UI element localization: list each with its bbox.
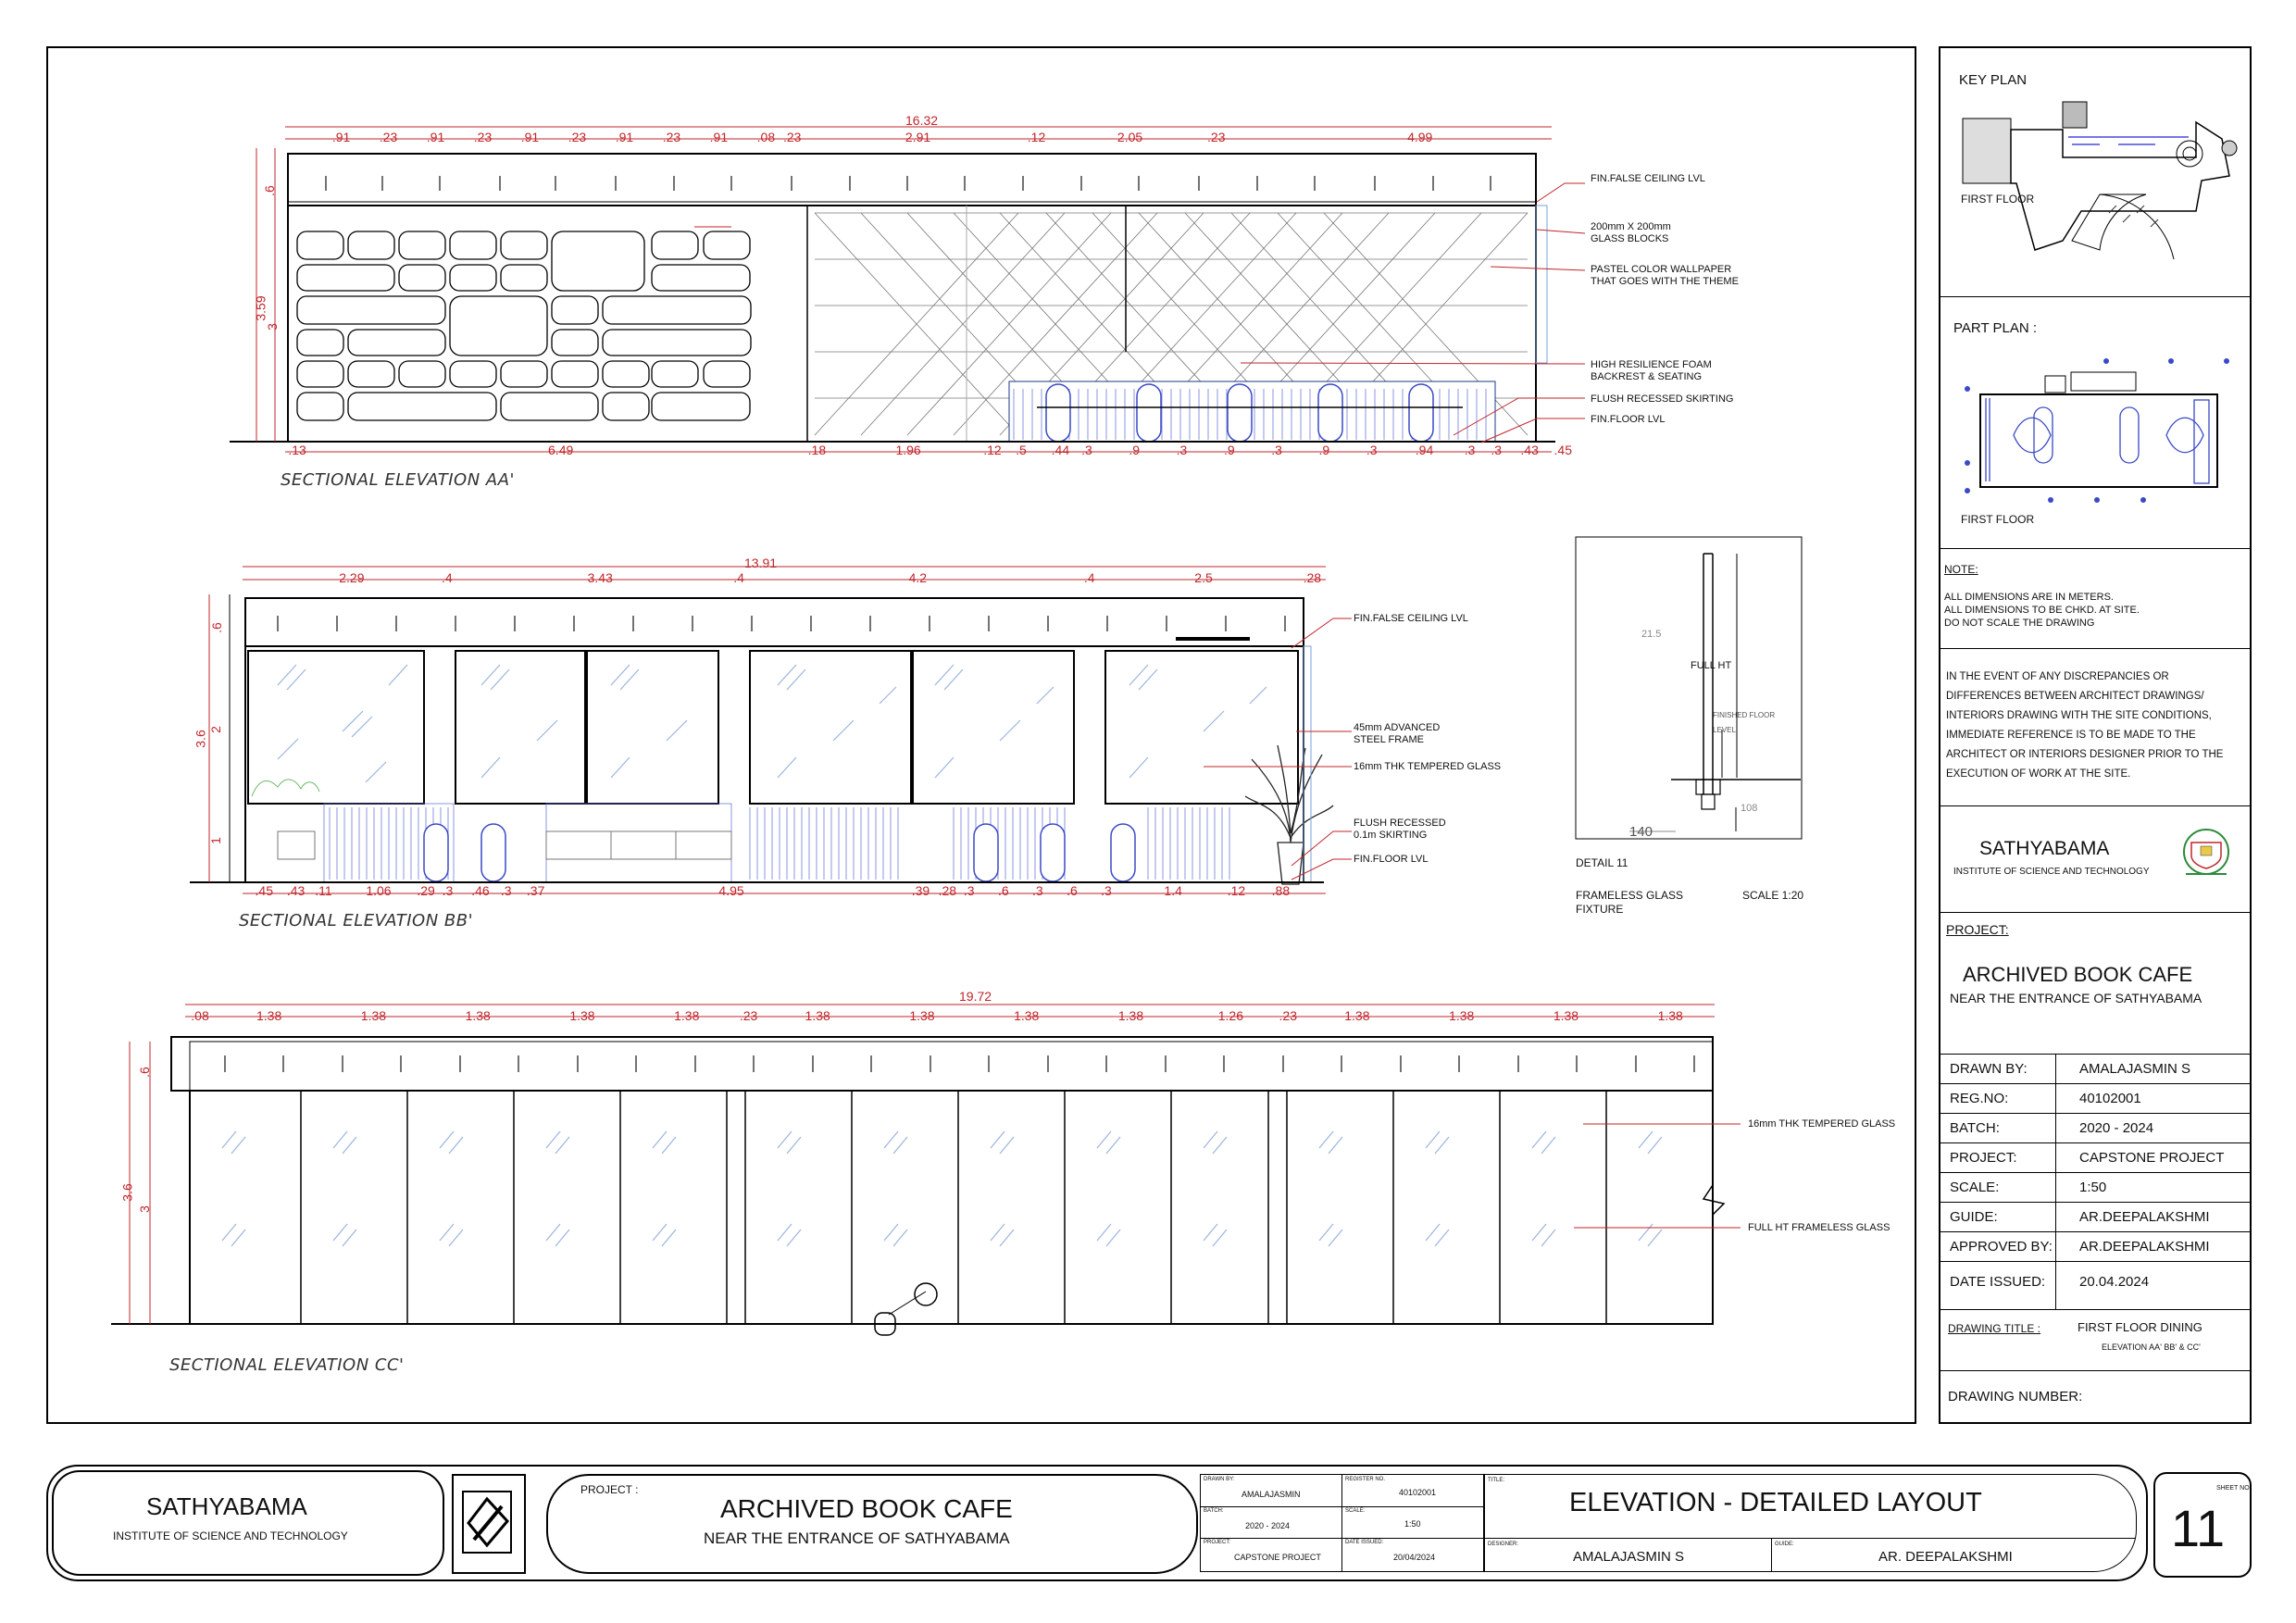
cc-top-dim-1: 1.38 xyxy=(256,1008,282,1023)
footer-title: ELEVATION - DETAILED LAYOUT xyxy=(1569,1488,1982,1517)
cc-top-dim-5: 1.38 xyxy=(674,1008,700,1023)
bb-bottom-dim-13: .6 xyxy=(997,883,1009,898)
cc-top-dim-15: 1.38 xyxy=(1553,1008,1579,1023)
aa-overall-dim: 16.32 xyxy=(905,113,939,128)
bb-top-dim-4: 4.2 xyxy=(908,570,928,585)
aa-bottom-dim-10: .9 xyxy=(1223,443,1235,457)
aa-bottom-dim-5: .5 xyxy=(1016,443,1027,457)
bb-top-dim-2: 3.43 xyxy=(587,570,613,585)
row-value-drawn-by: AMALAJASMIN S xyxy=(2079,1061,2191,1077)
aa-top-dim-4: .91 xyxy=(520,130,540,144)
bb-top-dim-6: 2.5 xyxy=(1194,570,1213,585)
key-plan-heading: KEY PLAN xyxy=(1959,72,2028,88)
footer-institute: SATHYABAMA xyxy=(146,1492,307,1520)
sidebar-project-name: ARCHIVED BOOK CAFE xyxy=(1963,963,2193,986)
bb-bottom-dim-4: .29 xyxy=(417,883,435,898)
aa-bottom-dim-2: .18 xyxy=(807,443,827,457)
aa-bottom-dim-11: .3 xyxy=(1271,443,1282,457)
bb-top-dim-7: .28 xyxy=(1303,570,1322,585)
bb-bottom-dim-10: .39 xyxy=(911,883,930,898)
cc-left-dim-0: .6 xyxy=(136,1067,152,1078)
disclaimer-0: IN THE EVENT OF ANY DISCREPANCIES OR xyxy=(1946,671,2169,682)
aa-top-dim-14: .23 xyxy=(1207,130,1226,144)
footer-sheet-heading: SHEET NO: xyxy=(2216,1485,2252,1492)
aa-bottom-dim-8: .9 xyxy=(1129,443,1141,457)
grid-scale-heading: SCALE: xyxy=(1345,1508,1366,1514)
aa-label-8: FIN.FLOOR LVL xyxy=(1591,414,1666,425)
grid-drawn-by: AMALAJASMIN xyxy=(1242,1490,1301,1499)
bb-bottom-dim-14: .3 xyxy=(1032,883,1043,898)
cc-top-dim-12: .23 xyxy=(1279,1008,1298,1023)
row-label-project: PROJECT: xyxy=(1950,1150,2017,1166)
aa-label-4: THAT GOES WITH THE THEME xyxy=(1591,276,1739,287)
aa-left-dim-2: 3 xyxy=(264,323,280,331)
note-line-2: DO NOT SCALE THE DRAWING xyxy=(1944,618,2095,629)
aa-label-0: FIN.FALSE CEILING LVL xyxy=(1591,173,1705,184)
bb-left-dim-0: .6 xyxy=(208,622,224,633)
detail-caption-1: FRAMELESS GLASS xyxy=(1576,889,1684,902)
footer-info-grid xyxy=(1200,1474,1485,1572)
footer-institute-box xyxy=(52,1470,444,1576)
bb-bottom-dim-11: .28 xyxy=(938,883,957,898)
row-label-drawn-by: DRAWN BY: xyxy=(1950,1061,2028,1077)
aa-bottom-dim-15: .3 xyxy=(1464,443,1476,457)
disclaimer-3: IMMEDIATE REFERENCE IS TO BE MADE TO THE xyxy=(1946,730,2196,741)
drawing-title-heading: DRAWING TITLE : xyxy=(1948,1322,2041,1335)
disclaimer-4: ARCHITECT OR INTERIORS DESIGNER PRIOR TO THE xyxy=(1946,749,2224,760)
drawing-title-sub: ELEVATION AA' BB' & CC' xyxy=(2102,1342,2201,1352)
aa-top-dim-13: 2.05 xyxy=(1117,130,1143,144)
detail-title: DETAIL 11 xyxy=(1576,856,1628,869)
bb-bottom-dim-5: .3 xyxy=(442,883,454,898)
cc-top-dim-4: 1.38 xyxy=(569,1008,595,1023)
bb-bottom-dim-0: .45 xyxy=(255,883,274,898)
row-value-guide: AR.DEEPALAKSHMI xyxy=(2079,1209,2210,1225)
footer-project-heading: PROJECT : xyxy=(580,1483,639,1496)
aa-top-dim-10: .23 xyxy=(782,130,802,144)
row-label-date-issued: DATE ISSUED: xyxy=(1950,1274,2046,1290)
aa-bottom-dim-16: .3 xyxy=(1491,443,1503,457)
aa-top-dim-12: .12 xyxy=(1027,130,1046,144)
aa-top-dim-11: 2.91 xyxy=(905,130,931,144)
row-value-date-issued: 20.04.2024 xyxy=(2079,1274,2150,1290)
footer-project-sub: NEAR THE ENTRANCE OF SATHYABAMA xyxy=(704,1529,1010,1547)
aa-bottom-dim-9: .3 xyxy=(1176,443,1188,457)
aa-bottom-dim-6: .44 xyxy=(1051,443,1070,457)
note-line-0: ALL DIMENSIONS ARE IN METERS. xyxy=(1944,592,2114,603)
bb-left-dim-3: 1 xyxy=(207,837,223,844)
detail-dim-1: 108 xyxy=(1741,803,1758,814)
cc-section-title: SECTIONAL ELEVATION CC' xyxy=(169,1355,405,1375)
grid-date-heading: DATE ISSUED: xyxy=(1345,1540,1384,1545)
aa-top-dim-2: .91 xyxy=(426,130,445,144)
detail-label-0: FULL HT xyxy=(1691,660,1732,671)
bb-bottom-dim-3: 1.06 xyxy=(366,883,392,898)
footer-guide-heading: GUIDE: xyxy=(1775,1542,1794,1547)
bb-label-5: 0.1m SKIRTING xyxy=(1354,830,1428,841)
cc-label-0: 16mm THK TEMPERED GLASS xyxy=(1748,1118,1896,1130)
row-value-project: CAPSTONE PROJECT xyxy=(2079,1150,2225,1166)
drawing-number-heading: DRAWING NUMBER: xyxy=(1948,1389,2083,1405)
footer-institute-sub: INSTITUTE OF SCIENCE AND TECHNOLOGY xyxy=(113,1529,348,1542)
aa-top-dim-9: .08 xyxy=(756,130,776,144)
detail-caption-2: FIXTURE xyxy=(1576,903,1624,916)
bb-label-4: FLUSH RECESSED xyxy=(1354,818,1446,829)
footer-designer: AMALAJASMIN S xyxy=(1573,1549,1685,1565)
bb-top-dim-3: .4 xyxy=(733,570,744,585)
aa-bottom-dim-13: .3 xyxy=(1366,443,1378,457)
cc-top-dim-2: 1.38 xyxy=(360,1008,387,1023)
aa-bottom-dim-1: 6.49 xyxy=(548,443,574,457)
grid-date: 20/04/2024 xyxy=(1393,1553,1436,1562)
note-line-1: ALL DIMENSIONS TO BE CHKD. AT SITE. xyxy=(1944,605,2140,616)
aa-label-7: FLUSH RECESSED SKIRTING xyxy=(1591,393,1734,405)
project-logo-icon xyxy=(459,1486,515,1558)
sidebar-info-table xyxy=(1939,1054,2250,1311)
aa-bottom-dim-3: 1.96 xyxy=(895,443,921,457)
aa-section-title: SECTIONAL ELEVATION AA' xyxy=(281,470,515,490)
grid-project-heading: PROJECT: xyxy=(1204,1540,1231,1545)
bb-bottom-dim-1: .43 xyxy=(286,883,306,898)
cc-left-dim-1: 3.6 xyxy=(119,1183,135,1202)
cc-label-1: FULL HT FRAMELESS GLASS xyxy=(1748,1222,1890,1233)
bb-top-dim-0: 2.29 xyxy=(339,570,365,585)
sidebar-project-sub: NEAR THE ENTRANCE OF SATHYABAMA xyxy=(1950,991,2202,1005)
row-value-reg-no: 40102001 xyxy=(2079,1091,2141,1106)
footer-title-box xyxy=(1483,1474,2137,1572)
drawing-title: FIRST FLOOR DINING xyxy=(2078,1320,2202,1334)
sidebar-institute: SATHYABAMA xyxy=(1979,838,2110,859)
footer-title-heading: TITLE: xyxy=(1488,1478,1505,1483)
row-value-approved-by: AR.DEEPALAKSHMI xyxy=(2079,1239,2210,1255)
key-plan-thumbnail xyxy=(1961,93,2239,278)
bb-left-dim-1: 3.6 xyxy=(193,730,208,748)
aa-left-dim-0: .6 xyxy=(261,185,277,196)
bb-bottom-dim-15: .6 xyxy=(1067,883,1078,898)
key-plan-floor: FIRST FLOOR xyxy=(1961,193,2035,206)
aa-top-dim-0: .91 xyxy=(331,130,351,144)
row-label-guide: GUIDE: xyxy=(1950,1209,1998,1225)
detail-dim-2: 140 xyxy=(1629,824,1653,840)
footer-guide: AR. DEEPALAKSHMI xyxy=(1878,1549,2013,1565)
cc-overall-dim: 19.72 xyxy=(959,989,992,1004)
bb-bottom-dim-19: .88 xyxy=(1271,883,1291,898)
row-value-scale: 1:50 xyxy=(2079,1180,2107,1195)
cc-top-dim-8: 1.38 xyxy=(909,1008,935,1023)
footer-project-box xyxy=(546,1474,1198,1574)
bb-label-0: FIN.FALSE CEILING LVL xyxy=(1354,613,1468,624)
aa-label-5: HIGH RESILIENCE FOAM xyxy=(1591,359,1712,370)
bb-bottom-dim-8: .37 xyxy=(526,883,545,898)
bb-label-1: 45mm ADVANCED xyxy=(1354,722,1441,733)
sidebar-institute-sub: INSTITUTE OF SCIENCE AND TECHNOLOGY xyxy=(1953,867,2150,877)
grid-drawn-by-heading: DRAWN BY: xyxy=(1204,1477,1235,1482)
cc-top-dim-7: 1.38 xyxy=(805,1008,830,1023)
bb-overall-dim: 13.91 xyxy=(744,556,778,570)
cc-left-dim-2: 3 xyxy=(136,1205,152,1213)
sidebar-project-heading: PROJECT: xyxy=(1946,922,2009,937)
note-heading: NOTE: xyxy=(1944,563,1978,576)
bb-bottom-dim-2: .11 xyxy=(315,883,332,898)
grid-scale: 1:50 xyxy=(1404,1519,1421,1529)
cc-top-dim-0: .08 xyxy=(191,1008,209,1023)
bb-top-dim-1: .4 xyxy=(441,570,453,585)
aa-top-dim-15: 4.99 xyxy=(1407,130,1433,144)
grid-reg: 40102001 xyxy=(1399,1488,1437,1497)
bb-bottom-dim-7: .3 xyxy=(500,883,512,898)
row-label-scale: SCALE: xyxy=(1950,1180,2000,1195)
footer-project-name: ARCHIVED BOOK CAFE xyxy=(720,1494,1013,1523)
cc-top-dim-3: 1.38 xyxy=(465,1008,491,1023)
aa-label-3: PASTEL COLOR WALLPAPER xyxy=(1591,264,1732,275)
footer-sheet-number: 11 xyxy=(2171,1499,2226,1557)
detail-label-1: FINISHED FLOOR xyxy=(1713,711,1776,719)
aa-bottom-dim-7: .3 xyxy=(1081,443,1092,457)
bb-bottom-dim-16: .3 xyxy=(1101,883,1112,898)
part-plan-thumbnail xyxy=(1958,352,2236,509)
cc-top-dim-6: .23 xyxy=(739,1008,758,1023)
bb-label-3: 16mm THK TEMPERED GLASS xyxy=(1354,761,1502,772)
aa-bottom-dim-17: .43 xyxy=(1520,443,1539,457)
row-label-batch: BATCH: xyxy=(1950,1120,2000,1136)
bb-bottom-dim-12: .3 xyxy=(963,883,975,898)
grid-batch-heading: BATCH: xyxy=(1204,1508,1224,1514)
aa-bottom-dim-18: .45 xyxy=(1554,443,1572,457)
aa-left-dim-1: 3.59 xyxy=(253,295,268,321)
bb-bottom-dim-17: 1.4 xyxy=(1164,883,1182,898)
row-label-approved-by: APPROVED BY: xyxy=(1950,1239,2053,1255)
aa-bottom-dim-14: .94 xyxy=(1415,443,1434,457)
part-plan-heading: PART PLAN : xyxy=(1953,320,2038,336)
university-seal-icon xyxy=(2180,826,2232,881)
detail-scale: SCALE 1:20 xyxy=(1742,889,1804,902)
aa-top-dim-5: .23 xyxy=(568,130,587,144)
aa-top-dim-3: .23 xyxy=(473,130,493,144)
aa-label-6: BACKREST & SEATING xyxy=(1591,371,1703,382)
aa-top-dim-7: .23 xyxy=(662,130,681,144)
bb-label-6: FIN.FLOOR LVL xyxy=(1354,854,1429,865)
bb-top-dim-5: .4 xyxy=(1083,570,1095,585)
grid-project: CAPSTONE PROJECT xyxy=(1234,1553,1321,1562)
disclaimer-5: EXECUTION OF WORK AT THE SITE. xyxy=(1946,768,2131,780)
bb-left-dim-2: 2 xyxy=(207,726,223,733)
cc-top-dim-10: 1.38 xyxy=(1117,1008,1144,1023)
aa-top-dim-6: .91 xyxy=(615,130,634,144)
aa-bottom-dim-0: .13 xyxy=(288,443,306,457)
detail-dim-0: 21.5 xyxy=(1641,629,1662,640)
aa-top-dim-1: .23 xyxy=(379,130,398,144)
row-value-batch: 2020 - 2024 xyxy=(2079,1120,2154,1136)
cc-top-dim-16: 1.38 xyxy=(1657,1008,1683,1023)
aa-top-dim-8: .91 xyxy=(709,130,729,144)
bb-bottom-dim-6: .46 xyxy=(471,883,490,898)
row-label-reg-no: REG.NO: xyxy=(1950,1091,2009,1106)
part-plan-floor: FIRST FLOOR xyxy=(1961,513,2035,526)
bb-section-title: SECTIONAL ELEVATION BB' xyxy=(239,911,474,930)
cc-top-dim-9: 1.38 xyxy=(1014,1008,1040,1023)
cc-top-dim-14: 1.38 xyxy=(1449,1008,1475,1023)
detail-label-2: LEVEL xyxy=(1713,726,1736,734)
bb-bottom-dim-9: 4.95 xyxy=(718,883,744,898)
bb-label-2: STEEL FRAME xyxy=(1354,734,1424,745)
grid-batch: 2020 - 2024 xyxy=(1245,1521,1291,1530)
aa-bottom-dim-12: .9 xyxy=(1318,443,1330,457)
aa-bottom-dim-4: .12 xyxy=(983,443,1002,457)
footer-designer-heading: DESIGNER: xyxy=(1488,1542,1519,1547)
cc-top-dims xyxy=(185,1008,1717,1027)
aa-label-2: GLASS BLOCKS xyxy=(1591,233,1669,244)
aa-label-1: 200mm X 200mm xyxy=(1591,221,1671,232)
bb-bottom-dim-18: .12 xyxy=(1227,883,1246,898)
cc-top-dim-13: 1.38 xyxy=(1344,1008,1370,1023)
cc-top-dim-11: 1.26 xyxy=(1217,1008,1243,1023)
grid-reg-heading: REGISTER NO. xyxy=(1345,1477,1386,1482)
disclaimer-1: DIFFERENCES BETWEEN ARCHITECT DRAWINGS/ xyxy=(1946,691,2204,702)
disclaimer-2: INTERIORS DRAWING WITH THE SITE CONDITIONS, xyxy=(1946,710,2212,721)
